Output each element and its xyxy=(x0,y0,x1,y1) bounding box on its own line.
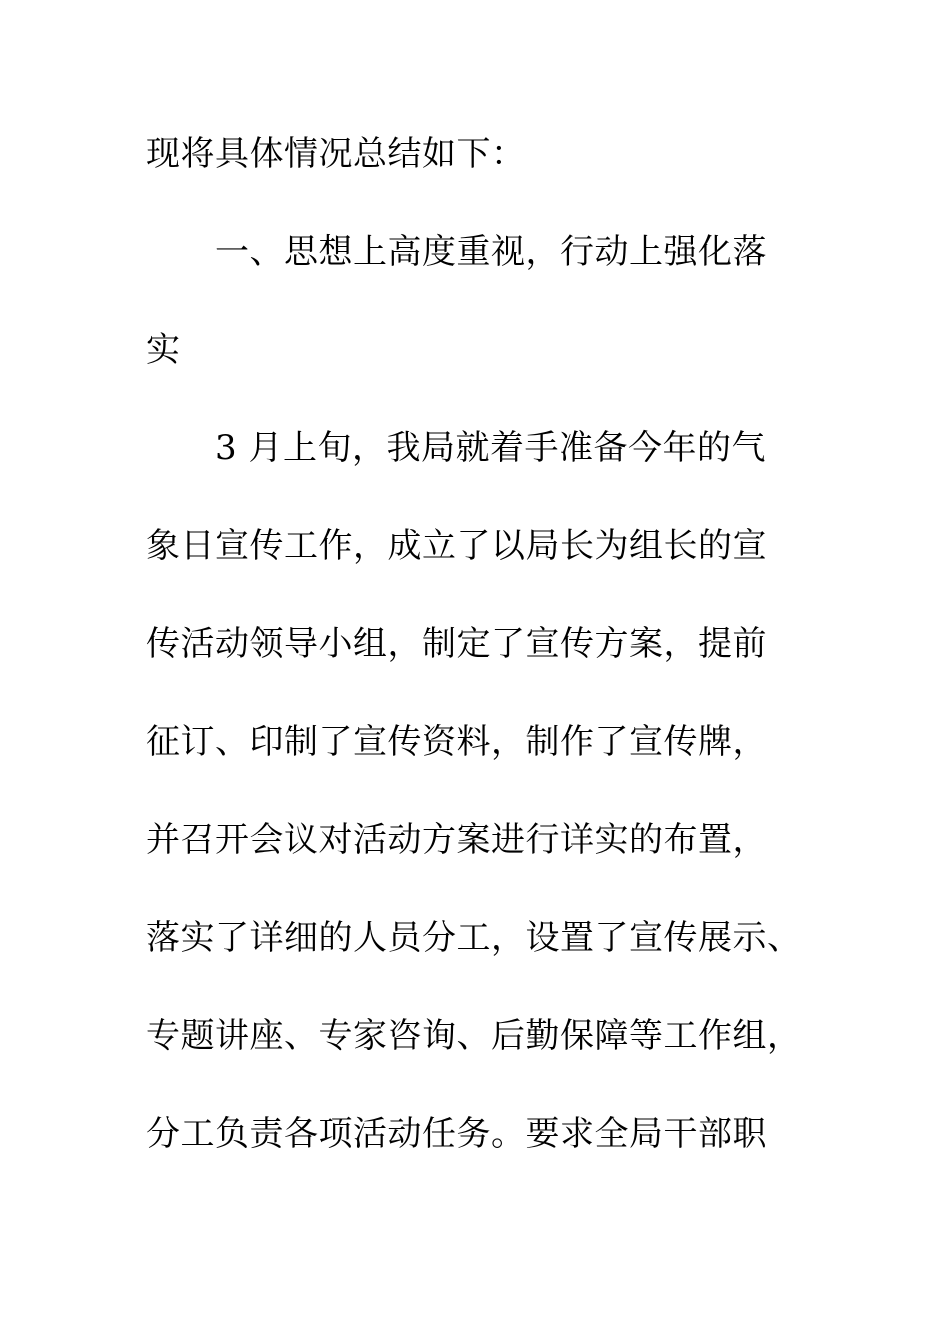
paragraph-line: 并召开会议对活动方案进行详实的布置， xyxy=(146,820,767,860)
paragraph-line: 传活动领导小组，制定了宣传方案，提前 xyxy=(146,624,767,664)
paragraph-line: 专题讲座、专家咨询、后勤保障等工作组， xyxy=(146,1016,802,1056)
text-line-summary-intro: 现将具体情况总结如下： xyxy=(146,134,526,174)
paragraph-line: 象日宣传工作，成立了以局长为组长的宣 xyxy=(146,526,767,566)
paragraph-line: 征订、印制了宣传资料，制作了宣传牌， xyxy=(146,722,767,762)
section-heading-1: 一、思想上高度重视，行动上强化落 xyxy=(215,232,767,272)
paragraph-line: 分工负责各项活动任务。要求全局干部职 xyxy=(146,1114,767,1154)
paragraph-line: 3 月上旬，我局就着手准备今年的气 xyxy=(215,428,766,468)
section-heading-1-continued: 实 xyxy=(146,330,181,370)
paragraph-line: 落实了详细的人员分工，设置了宣传展示、 xyxy=(146,918,802,958)
